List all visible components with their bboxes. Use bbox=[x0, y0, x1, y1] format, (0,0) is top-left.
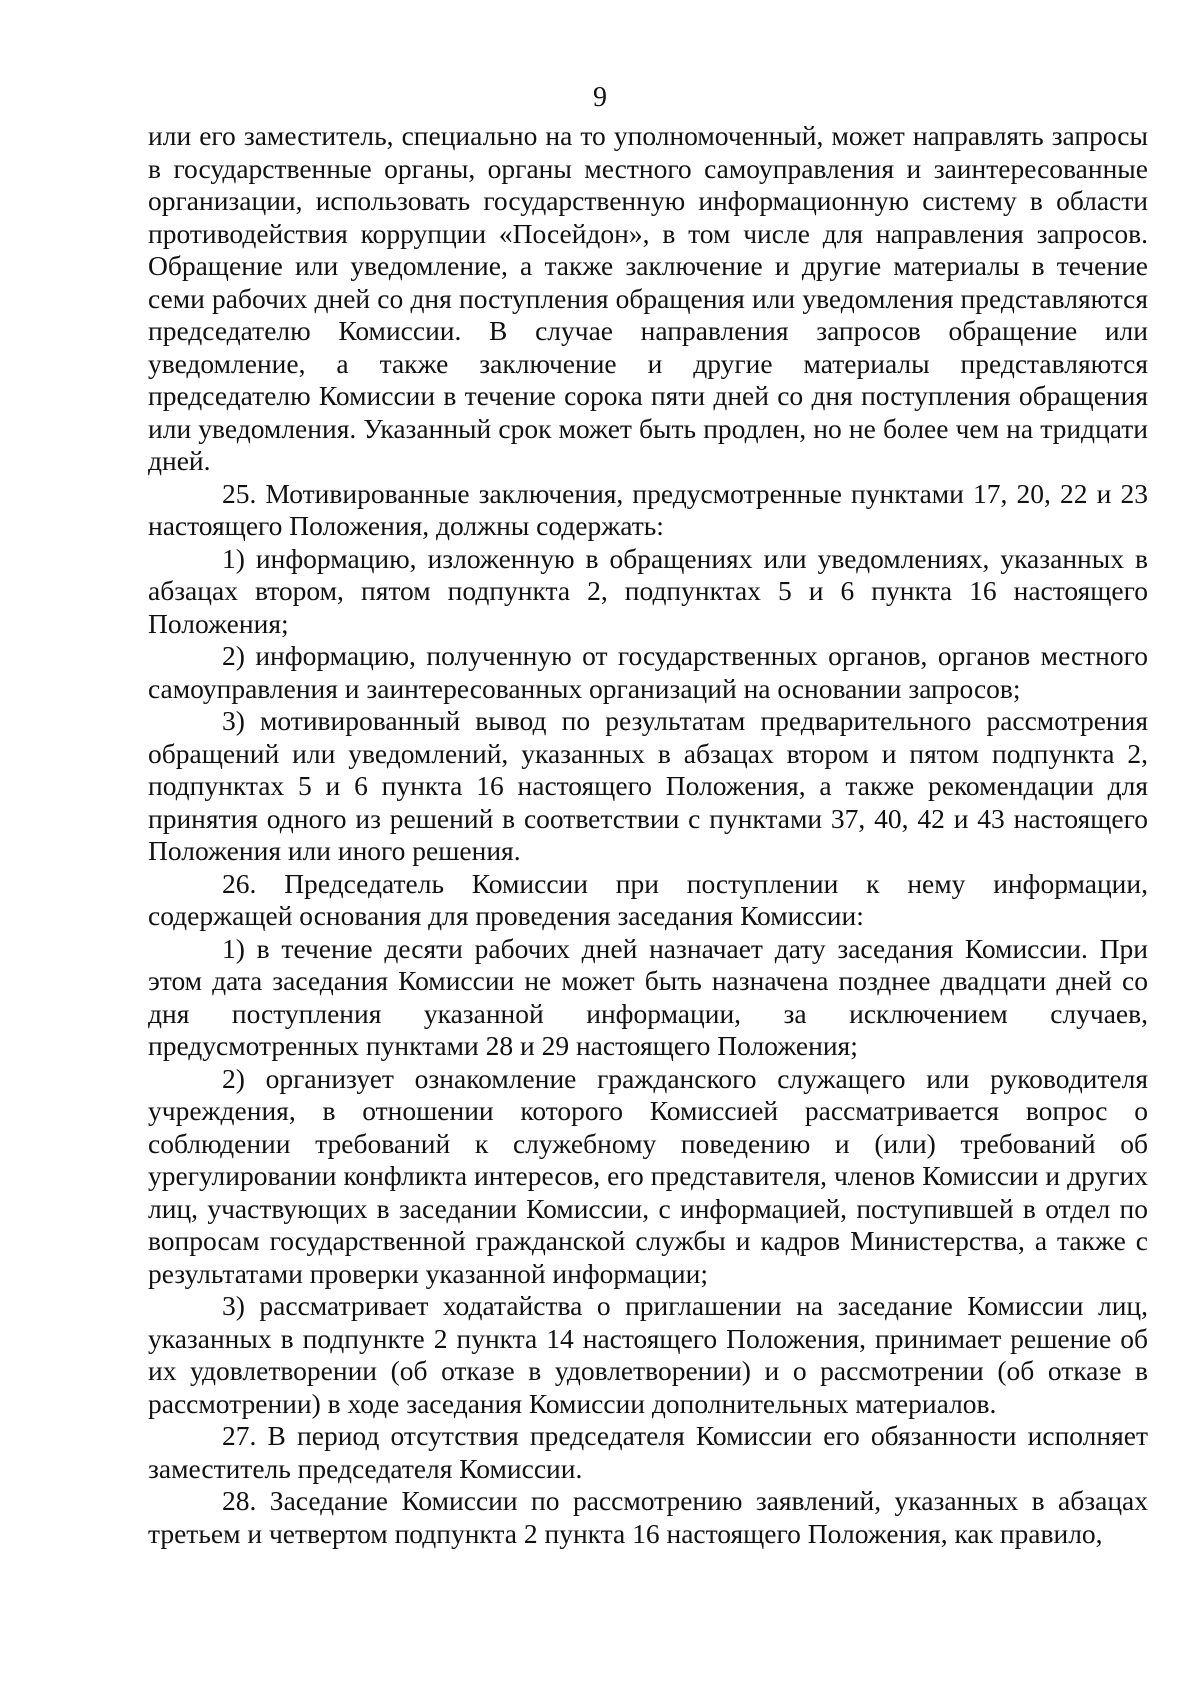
paragraph-item-26-3: 3) рассматривает ходатайства о приглашении на заседание Комиссии лиц, указанных в подпункте 2 пункта 14 настоящего Положения, принимает решение об их удовлетворении (об отказе в удовлетворении) и о рассмотрении (об отказе в рассмотрении) в ходе заседания Комиссии дополнительных материалов. bbox=[148, 1290, 1148, 1419]
paragraph-item-25: 25. Мотивированные заключения, предусмотренные пунктами 17, 20, 22 и 23 настоящего Положения, должны содержать: bbox=[148, 477, 1148, 541]
paragraph-item-27: 27. В период отсутствия председателя Комиссии его обязанности исполняет заместитель председателя Комиссии. bbox=[148, 1420, 1148, 1484]
paragraph-item-26-2: 2) организует ознакомление гражданского служащего или руководителя учреждения, в отношении которого Комиссией рассматривается вопрос о соблюдении требований к служебному поведению и (или) требований об урегулировании конфликта интересов, его представителя, членов Комиссии и других лиц, участвующих в заседании Комиссии, с информацией, поступившей в отдел по вопросам государственной гражданской службы и кадров Министерства, а также с результатами проверки указанной информации; bbox=[148, 1062, 1148, 1289]
paragraph-item-25-3: 3) мотивированный вывод по результатам предварительного рассмотрения обращений или уведомлений, указанных в абзацах втором и пятом подпункта 2, подпунктах 5 и 6 пункта 16 настоящего Положения, а также рекомендации для принятия одного из решений в соответствии с пунктами 37, 40, 42 и 43 настоящего Положения или иного решения. bbox=[148, 705, 1148, 866]
document-body bbox=[148, 120, 1148, 1550]
paragraph-continuation: или его заместитель, специально на то уполномоченный, может направлять запросы в государственные органы, органы местного самоуправления и заинтересованные организации, использовать государственную информационную систему в области противодействия коррупции «Посейдон», в том числе для направления запросов. Обращение или уведомление, а также заключение и другие материалы в течение семи рабочих дней со дня поступления обращения или уведомления представляются председателю Комиссии. В случае направления запросов обращение или уведомление, а также заключение и другие материалы представляются председателю Комиссии в течение сорока пяти дней со дня поступления обращения или уведомления. Указанный срок может быть продлен, но не более чем на тридцати дней. bbox=[148, 120, 1148, 476]
paragraph-item-25-2: 2) информацию, полученную от государственных органов, органов местного самоуправления и заинтересованных организаций на основании запросов; bbox=[148, 640, 1148, 704]
paragraph-item-26-1: 1) в течение десяти рабочих дней назначает дату заседания Комиссии. При этом дата заседания Комиссии не может быть назначена позднее двадцати дней со дня поступления указанной информации, за исключением случаев, предусмотренных пунктами 28 и 29 настоящего Положения; bbox=[148, 932, 1148, 1061]
paragraph-item-26: 26. Председатель Комиссии при поступлении к нему информации, содержащей основания для проведения заседания Комиссии: bbox=[148, 867, 1148, 931]
paragraph-item-28: 28. Заседание Комиссии по рассмотрению заявлений, указанных в абзацах третьем и четвертом подпункта 2 пункта 16 настоящего Положения, как правило, bbox=[148, 1485, 1148, 1549]
page-number: 9 bbox=[593, 82, 607, 113]
paragraph-item-25-1: 1) информацию, изложенную в обращениях или уведомлениях, указанных в абзацах втором, пятом подпункта 2, подпунктах 5 и 6 пункта 16 настоящего Положения; bbox=[148, 542, 1148, 639]
